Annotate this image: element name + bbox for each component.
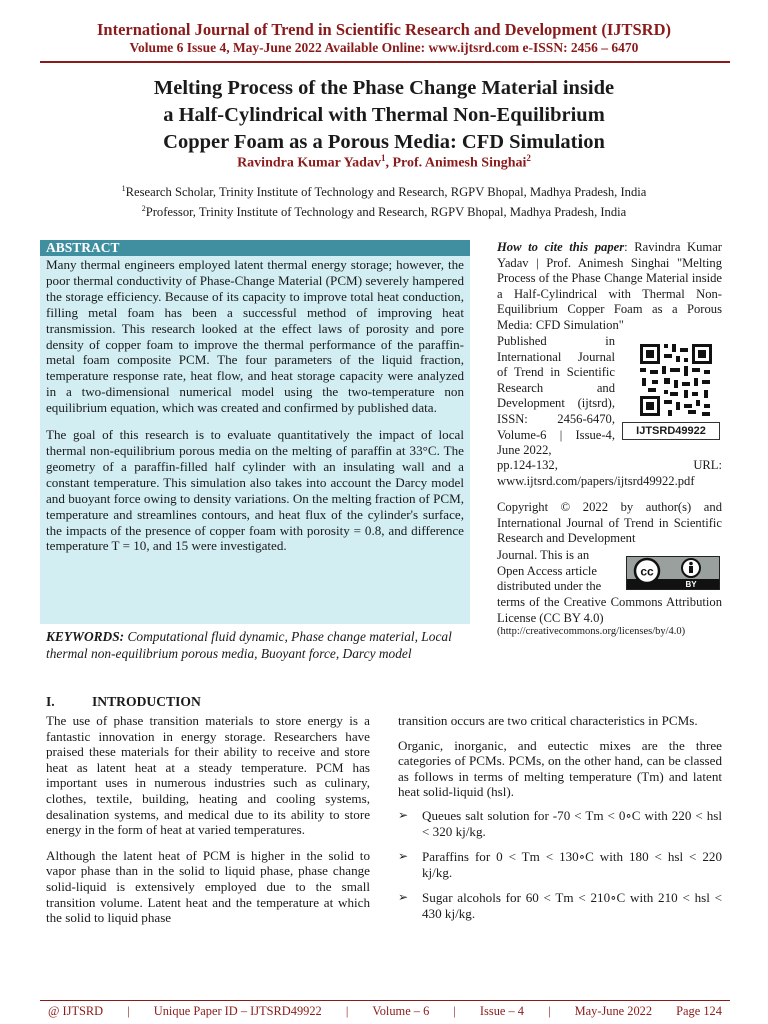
list-item-text: Queues salt solution for -70 < Tm < 0∘C with 220 < hsl < 320 kj/kg. [422, 807, 722, 839]
keywords-label: KEYWORDS: [46, 629, 125, 644]
section-heading [46, 694, 201, 710]
page-footer [48, 1004, 722, 1019]
footer-separator: | [345, 1004, 349, 1018]
author-affiliation-mark: 1 [380, 153, 386, 163]
arrow-bullet-icon: ➢ [398, 849, 409, 864]
footer-issue: Issue – 4 [479, 1004, 524, 1018]
qr-code-icon[interactable] [624, 340, 720, 420]
license-url-link[interactable]: (http://creativecommons.org/licenses/by/4.0) [497, 626, 686, 637]
citation-block [497, 240, 722, 334]
footer-divider [40, 1000, 730, 1001]
journal-title: International Journal of Trend in Scientific Research and Development (IJTSRD) [97, 20, 671, 39]
affiliation-2 [0, 204, 768, 220]
cc-by-license-icon[interactable] [626, 556, 720, 590]
citation-pages: pp.124-132, [497, 458, 558, 472]
section-title: INTRODUCTION [92, 694, 201, 709]
author-separator: , [385, 155, 393, 171]
pcm-category-list [398, 808, 722, 922]
keywords-text: Computational fluid dynamic, Phase change material, Local thermal non-equilibrium porous media, Buoyant force, Darcy model [46, 629, 452, 661]
author-line [0, 153, 768, 172]
arrow-bullet-icon: ➢ [398, 807, 409, 822]
section-number: I. [46, 694, 55, 709]
left-column [46, 713, 370, 926]
cc-by-text: BY [685, 580, 697, 589]
list-item-text: Sugar alcohols for 60 < Tm < 210∘C with 210 < hsl < 430 kj/kg. [422, 890, 722, 921]
arrow-bullet-icon: ➢ [398, 890, 409, 905]
affiliation-mark: 1 [121, 184, 126, 193]
list-item [398, 808, 722, 839]
body-paragraph: Although the latent heat of PCM is higher in the solid to vapor phase than in the solid to liquid phase, phase change solid-liquid is extensively employed due to the small transition volume. Latent heat and the temperature at which the solid to liquid phase [46, 847, 370, 926]
footer-page-number: Page 124 [676, 1004, 722, 1018]
abstract-paragraph: The goal of this research is to evaluate quantitatively the impact of local thermal non-equilibrium porous media on the melting of paraffin at 33°C. The geometry of a paraffin-filled half cylinder with an insulating wall and a constant temperature. This simulation also takes into account the Darcy model and buoyant force owing to density variations. On the melting fraction of PCM, temperature and streamlines contours, and heat flux of the cylinder's surface, the impacts of the presence of copper foam with porosity = 0.8, and difference temperature T = 10, and 15 were investigated. [46, 427, 464, 554]
affiliation-1 [0, 184, 768, 200]
footer-publisher: @ IJTSRD [48, 1004, 104, 1018]
footer-date: May-June 2022 [574, 1004, 653, 1018]
citation-url-label: URL: [693, 458, 722, 472]
body-paragraph: transition occurs are two critical characteristics in PCMs. [398, 713, 698, 728]
footer-separator: | [548, 1004, 551, 1018]
copyright-text: Copyright © 2022 by author(s) and International Journal of Trend in Scientific Research and Development [497, 500, 722, 546]
abstract-body [46, 257, 464, 554]
license-terms: terms of the Creative Commons Attribution License (CC BY 4.0) [497, 595, 722, 625]
svg-text:cc: cc [640, 564, 654, 579]
body-paragraph: Organic, inorganic, and eutectic mixes are the three categories of PCMs. PCMs, on the other hand, can be classed as follows in terms of melting temperature (Tm) and latent heat solid-liquid (hsl). [398, 737, 722, 800]
citation-url-link[interactable]: www.ijtsrd.com/papers/ijtsrd49922.pdf [497, 473, 695, 488]
header-divider [40, 61, 730, 63]
list-item [398, 849, 722, 880]
abstract-paragraph: Many thermal engineers employed latent thermal energy storage; however, the poor thermal conductivity of Phase-Change Material (PCM) severely hampered the storage efficiency. Because of its capacity to improve total heat conduction, filling metal foam has been a successful method of improving heat transmission. This research looked at the effect laws of porosity and pore density of copper foam to improve the thermal performance of the paraffin-metal foam composite PCM. The four parameters of the liquid fraction, temperature response rate, heat flow, and heat storage capacity were analyzed in a two-dimensional numerical model using the two-temperature non equilibrium equation, which was created and confirmed by published data. [46, 257, 464, 416]
paper-title-line: Melting Process of the Phase Change Material inside [153, 77, 615, 99]
list-item [398, 890, 722, 921]
qr-code-graphic [624, 340, 720, 420]
right-column [398, 713, 722, 932]
author-name: Ravindra Kumar Yadav [237, 155, 381, 171]
qr-code-label: IJTSRD49922 [622, 422, 720, 440]
citation-publication: Published in International Journal of Trend in Scientific Research and Development (ijtsrd), ISSN: 2456-6470, Volume-6 | Issue-4, June 2022, [497, 334, 615, 458]
keywords [46, 628, 472, 662]
open-access-text: Journal. This is an Open Access article distributed under the [497, 548, 602, 594]
paper-title-line: a Half-Cylindrical with Thermal Non-Equilibrium [163, 104, 605, 126]
footer-paper-id: Unique Paper ID – IJTSRD49922 [153, 1004, 322, 1018]
footer-separator: | [453, 1004, 456, 1018]
list-item-text: Paraffins for 0 < Tm < 130∘C with 180 < hsl < 220 kj/kg. [422, 849, 722, 880]
affiliation-text: Research Scholar, Trinity Institute of Technology and Research, RGPV Bhopal, Madhya Pradesh, India [125, 185, 647, 200]
paper-title-line: Copper Foam as a Porous Media: CFD Simulation [163, 131, 605, 153]
paper-title [0, 75, 768, 156]
affiliation-mark: 2 [141, 204, 146, 213]
abstract-heading: ABSTRACT [40, 240, 470, 256]
body-paragraph: The use of phase transition materials to store energy is a fantastic innovation in energy storage. Researchers have praised these materials for their ability to receive and store heat as latent heat at a steady temperature. PCM has important uses in numerous industries such as culinary, clothes, textile, building, heating and cooling systems, desalination systems, and medical due to its ability to store energy in the form of heat at varied temperatures. [46, 713, 370, 838]
citation-colon: : [624, 240, 635, 254]
citation-url-block [497, 458, 722, 489]
footer-volume: Volume – 6 [372, 1004, 430, 1018]
journal-issue-info: Volume 6 Issue 4, May-June 2022 Available Online: www.ijtsrd.com e-ISSN: 2456 – 6470 [129, 40, 639, 55]
author-name: Prof. Animesh Singhai [392, 155, 527, 171]
cc-by-graphic [627, 557, 719, 589]
footer-separator: | [127, 1004, 130, 1018]
author-affiliation-mark: 2 [526, 153, 531, 163]
citation-text: Ravindra Kumar Yadav | Prof. Animesh Singhai "Melting Process of the Phase Change Material inside a Half-Cylindrical with Thermal Non-Equilibrium Copper Foam as a Porous Media: CFD Simulation" [497, 240, 722, 332]
citation-label: How to cite this paper [497, 240, 625, 254]
affiliation-text: Professor, Trinity Institute of Technology and Research, RGPV Bhopal, Madhya Pradesh, India [145, 205, 627, 220]
